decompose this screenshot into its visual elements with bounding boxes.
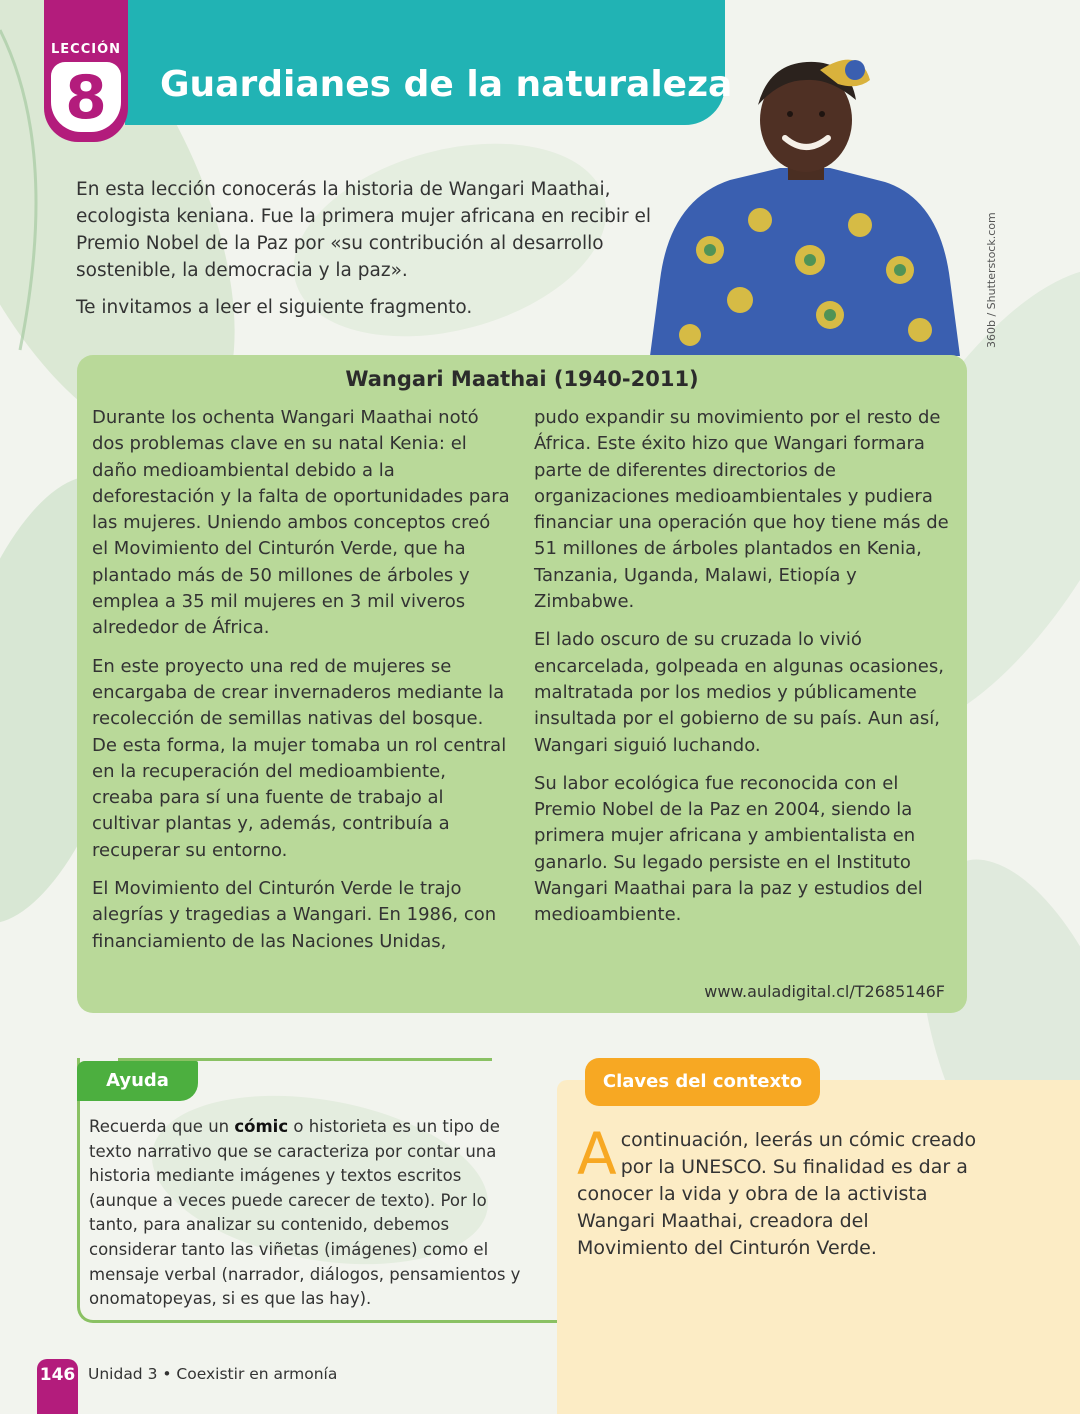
page-number: 146 [39, 1365, 76, 1385]
reading-paragraph: En este proyecto una red de mujeres se encargaba de crear invernaderos mediante la recolección de semillas nativas del bosque. De esta forma, la mujer tomaba un rol central en la recuperación del medioambiente, creaba para sí una fuente de trabajo al cultivar plantas y, además, contribuía a recuperar su entorno. [92, 655, 507, 861]
claves-text [577, 1120, 977, 1262]
drop-cap: A [577, 1120, 617, 1188]
photo-credit: 360b / Shutterstock.com [985, 212, 998, 348]
claves-body: continuación, leerás un cómic creado por la UNESCO. Su finalidad es dar a conocer la vida y obra de la activista Wangari Maathai, creadora del Movimiento del Cinturón Verde. [577, 1129, 977, 1259]
claves-label: Claves del contexto [602, 1071, 803, 1092]
portrait-photo [630, 50, 980, 356]
reading-column-left [92, 405, 512, 967]
reading-title: Wangari Maathai (1940-2011) [345, 367, 699, 391]
intro [76, 176, 656, 331]
reading-box [77, 355, 967, 1013]
lesson-title: Guardianes de la naturaleza [160, 64, 733, 105]
ayuda-text-start: Recuerda que un [89, 1117, 235, 1136]
intro-paragraph: En esta lección conocerás la historia de Wangari Maathai, ecologista keniana. Fue la primera mujer africana en recibir el Premio Nobel de la Paz por «su contribución al desarrollo sostenible, la democracia y la paz». [76, 179, 652, 281]
lesson-number: 8 [65, 63, 107, 133]
lesson-tab [44, 0, 128, 142]
reading-paragraph: pudo expandir su movimiento por el resto de África. Este éxito hizo que Wangari formara parte de diferentes directorios de organizaciones medioambientales y pudiera financiar una operación que hoy tiene más de 51 millones de árboles plantados en Kenia, Tanzania, Uganda, Malawi, Etiopía y Zimbabwe. [534, 407, 949, 613]
ayuda-bold-word: cómic [234, 1117, 289, 1136]
source-link[interactable]: www.auladigital.cl/T2685146F [704, 982, 945, 1001]
lesson-number-box [51, 62, 121, 132]
ayuda-label: Ayuda [106, 1070, 169, 1091]
reading-paragraph: Su labor ecológica fue reconocida con el Premio Nobel de la Paz en 2004, siendo la primera mujer africana y ambientalista en ganarlo. Su legado persiste en el Instituto Wangari Maathai para la paz y estudios del medioambiente. [534, 772, 923, 926]
reading-paragraph: El lado oscuro de su cruzada lo vivió encarcelada, golpeada en algunas ocasiones, maltratada por los medios y públicamente insultada por el gobierno de su país. Aun así, Wangari siguió luchando. [534, 629, 944, 756]
unit-label: Unidad 3 • Coexistir en armonía [88, 1365, 338, 1383]
reading-paragraph: Durante los ochenta Wangari Maathai notó dos problemas clave en su natal Kenia: el daño medioambiental debido a la deforestación y la falta de oportunidades para las mujeres. Uniendo ambos conceptos creó el Movimiento del Cinturón Verde, que ha plantado más de 50 millones de árboles y emplea a 35 mil mujeres en 3 mil viveros alrededor de África. [92, 407, 510, 639]
ayuda-tab [77, 1061, 198, 1101]
reading-column-right [534, 405, 954, 941]
page-number-box [37, 1359, 78, 1414]
ayuda-text-end: o historieta es un tipo de texto narrativo que se caracteriza por contar una historia mediante imágenes y textos escritos (aunque a veces puede carecer de texto). Por lo tanto, para analizar su contenido, debemos considerar tanto las viñetas (imágenes) como el mensaje verbal (narrador, diálogos, pensamientos y onomatopeyas, si es que las hay). [89, 1117, 521, 1309]
intro-invitation: Te invitamos a leer el siguiente fragmento. [76, 297, 473, 318]
ayuda-text [89, 1115, 529, 1312]
claves-tab [585, 1058, 820, 1106]
reading-paragraph: El Movimiento del Cinturón Verde le trajo alegrías y tragedias a Wangari. En 1986, con financiamiento de las Naciones Unidas, [92, 878, 497, 952]
lesson-label: LECCIÓN [50, 42, 121, 57]
